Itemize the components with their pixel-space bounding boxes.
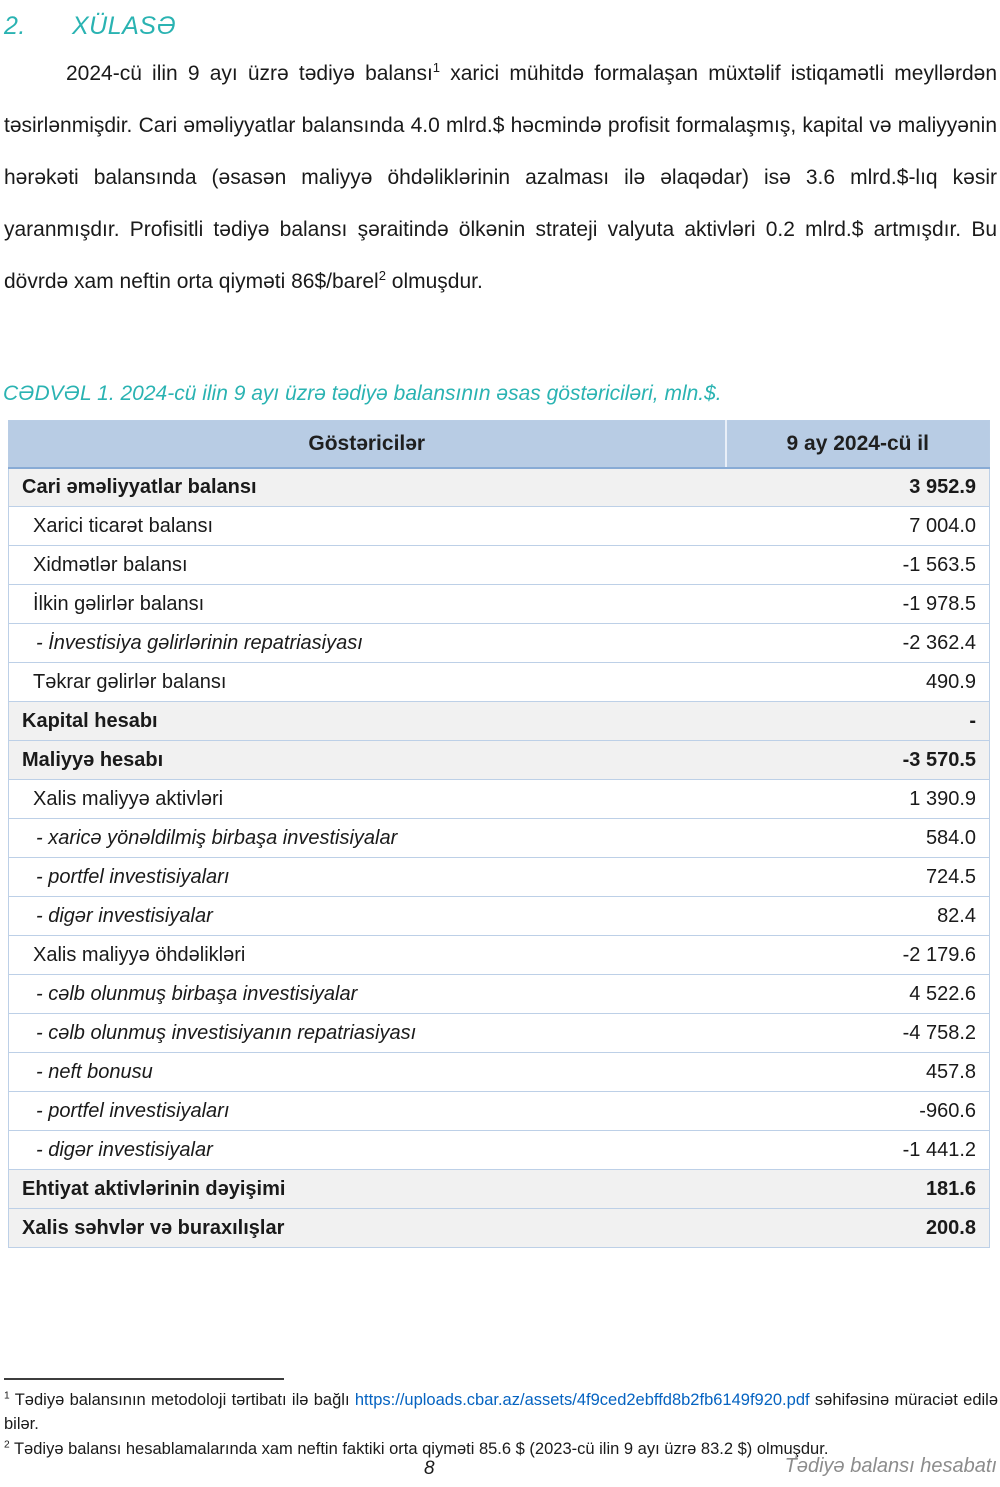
row-label: - digər investisiyalar	[9, 1131, 726, 1170]
report-title: Tədiyə balansı hesabatı	[784, 1455, 997, 1477]
table-row	[9, 1170, 990, 1209]
footnote-1-text-after: səhifəsinə müraciət edilə bilər.	[4, 1391, 999, 1433]
row-value: -1 563.5	[726, 546, 990, 585]
row-value: 490.9	[726, 663, 990, 702]
footnote-1-marker: 1	[4, 1390, 10, 1402]
row-value: -960.6	[726, 1092, 990, 1131]
row-label: Xarici ticarət balansı	[9, 507, 726, 546]
row-value: -3 570.5	[726, 741, 990, 780]
table-row	[9, 858, 990, 897]
row-label: - neft bonusu	[9, 1053, 726, 1092]
row-label: İlkin gəlirlər balansı	[9, 585, 726, 624]
row-value: 181.6	[726, 1170, 990, 1209]
table-row	[9, 975, 990, 1014]
summary-paragraph	[4, 48, 997, 308]
table-body	[9, 468, 990, 1248]
footnote-2-marker: 2	[4, 1439, 10, 1451]
row-value: -1 441.2	[726, 1131, 990, 1170]
table-row	[9, 1014, 990, 1053]
section-title: XÜLASƏ	[72, 12, 177, 40]
table-row	[9, 585, 990, 624]
table-row	[9, 897, 990, 936]
row-label: - cəlb olunmuş birbaşa investisiyalar	[9, 975, 726, 1014]
row-label: - portfel investisiyaları	[9, 858, 726, 897]
row-value: 4 522.6	[726, 975, 990, 1014]
section-number: 2.	[4, 12, 26, 40]
table-row	[9, 663, 990, 702]
table-row	[9, 468, 990, 507]
row-label: - digər investisiyalar	[9, 897, 726, 936]
row-label: Cari əməliyyatlar balansı	[9, 468, 726, 507]
footnote-1-text: Tədiyə balansının metodoloji tərtibatı ilə bağlı	[9, 1391, 355, 1409]
row-value: 3 952.9	[726, 468, 990, 507]
footnote-2-text: Tədiyə balansı hesablamalarında xam neftin faktiki orta qiyməti 85.6 $ (2023-cü ilin 9 ayı üzrə 83.2 $) olmuşdur.	[9, 1440, 829, 1458]
paragraph-text: olmuşdur.	[385, 270, 483, 293]
row-label: Kapital hesabı	[9, 702, 726, 741]
footnote-separator	[4, 1378, 284, 1380]
table-row	[9, 936, 990, 975]
footnote-ref-2: 2	[378, 268, 386, 283]
row-value: 82.4	[726, 897, 990, 936]
row-value: -1 978.5	[726, 585, 990, 624]
table-row	[9, 507, 990, 546]
row-value: 1 390.9	[726, 780, 990, 819]
row-value: 457.8	[726, 1053, 990, 1092]
page-number: 8	[424, 1458, 435, 1479]
row-label: - İnvestisiya gəlirlərinin repatriasiyası	[9, 624, 726, 663]
row-value: 7 004.0	[726, 507, 990, 546]
row-label: - cəlb olunmuş investisiyanın repatriasiyası	[9, 1014, 726, 1053]
row-label: Ehtiyat aktivlərinin dəyişimi	[9, 1170, 726, 1209]
table-row	[9, 702, 990, 741]
row-value: -2 362.4	[726, 624, 990, 663]
table-row	[9, 546, 990, 585]
row-value: -	[726, 702, 990, 741]
row-value: 584.0	[726, 819, 990, 858]
column-header-period: 9 ay 2024-cü il	[726, 421, 990, 468]
cbar-pdf-link[interactable]: https://uploads.cbar.az/assets/4f9ced2ebffd8b2fb6149f920.pdf	[354, 1391, 810, 1409]
table-row	[9, 780, 990, 819]
row-label: Maliyyə hesabı	[9, 741, 726, 780]
row-label: Təkrar gəlirlər balansı	[9, 663, 726, 702]
row-label: Xalis səhvlər və buraxılışlar	[9, 1209, 726, 1248]
table-row	[9, 1209, 990, 1248]
row-value: -2 179.6	[726, 936, 990, 975]
row-label: - xaricə yönəldilmiş birbaşa investisiyalar	[9, 819, 726, 858]
footnote-1	[4, 1388, 998, 1436]
footnote-ref-1: 1	[432, 60, 441, 75]
paragraph-text: xarici mühitdə formalaşan müxtəlif istiqamətli meyllərdən təsirlənmişdir. Cari əməliyyatlar balansında 4.0 mlrd.$ həcmində profisit formalaşmış, kapital və maliyyənin hərəkəti balansında (əsasən maliyyə öhdəliklərinin azalması ilə əlaqədar) isə 3.6 mlrd.$-lıq kəsir yaranmışdır. Profisitli tədiyə balansı şəraitində ölkənin strateji valyuta aktivləri 0.2 mlrd.$ artmışdır. Bu dövrdə xam neftin orta qiyməti 86$/barel	[4, 62, 997, 293]
row-value: 200.8	[726, 1209, 990, 1248]
table-row	[9, 624, 990, 663]
table-row	[9, 1131, 990, 1170]
section-heading	[4, 12, 996, 41]
column-header-indicators: Göstəricilər	[9, 421, 726, 468]
table-caption: CƏDVƏL 1. 2024-cü ilin 9 ayı üzrə tədiyə balansının əsas göstəriciləri, mln.$.	[3, 382, 722, 405]
row-label: - portfel investisiyaları	[9, 1092, 726, 1131]
table-row	[9, 1092, 990, 1131]
paragraph-text: 2024-cü ilin 9 ayı üzrə tədiyə balansı	[66, 62, 433, 85]
balance-of-payments-table	[8, 420, 990, 1248]
table-row	[9, 1053, 990, 1092]
row-value: 724.5	[726, 858, 990, 897]
row-label: Xalis maliyyə öhdəlikləri	[9, 936, 726, 975]
row-label: Xalis maliyyə aktivləri	[9, 780, 726, 819]
table-row	[9, 819, 990, 858]
table-header-row	[9, 421, 990, 468]
row-label: Xidmətlər balansı	[9, 546, 726, 585]
row-value: -4 758.2	[726, 1014, 990, 1053]
table-row	[9, 741, 990, 780]
